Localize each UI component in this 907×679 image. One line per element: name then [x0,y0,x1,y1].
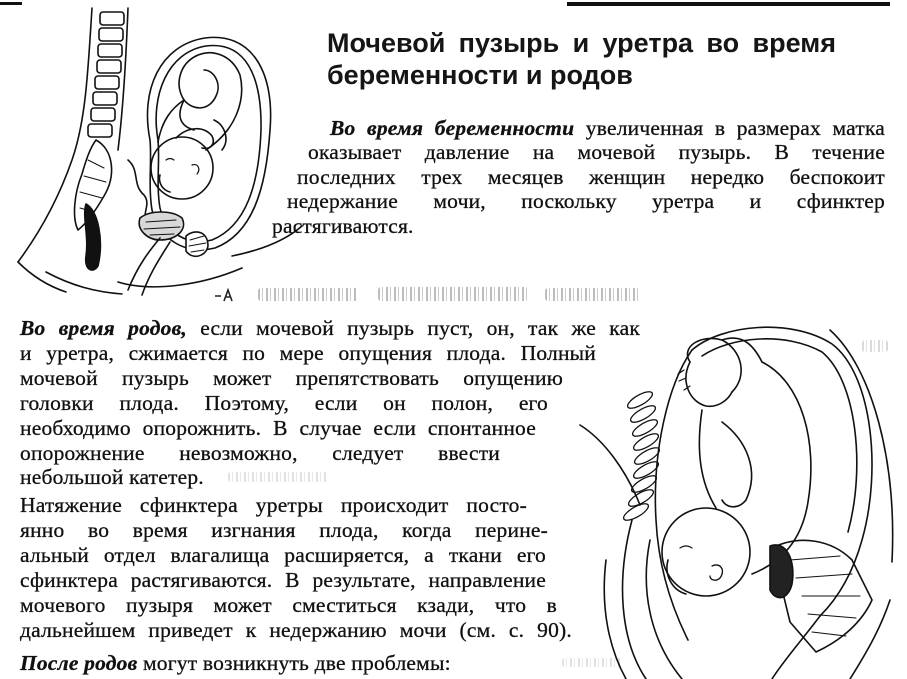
text-line [330,116,885,140]
pregnancy-pelvis-illustration [0,0,310,300]
rectum-shape [85,204,101,270]
bleed-through-smudge [258,288,358,301]
line-text: и уретра, сжимается по мере опущения плода. Полный [20,341,596,365]
text-line [297,165,885,189]
line-text: дальнейшем приведет к недержанию мочи (см. с. 90). [20,618,572,642]
line-text: опорожнение невозможно, следует ввести [20,441,500,465]
text-line [20,593,557,617]
line-text: последних трех месяцев женщин нередко беспокоит [297,165,885,189]
bleed-through-smudge [378,287,528,301]
text-line [20,568,546,592]
intestine-lines [128,160,148,222]
text-line [20,341,596,365]
back-outline [18,8,128,292]
text-line [20,543,546,567]
text-line [20,416,536,440]
bleed-through-smudge [228,472,328,482]
text-line [20,391,548,415]
top-rule-right [567,2,890,6]
bleed-through-smudge [545,288,640,301]
text-line [272,214,414,238]
text-line [308,140,885,164]
line-text: мочевой пузырь может препятствовать опущению [20,366,563,390]
line-text: головки плода. Поэтому, если он полон, его [20,391,548,415]
pregnancy-lead: Во время беременности [330,116,575,140]
page-title-text: беременности и родов [327,60,633,90]
after-birth-lead: После родов [20,651,138,675]
line-text: сфинктера растягиваются. В результате, направление [20,568,546,592]
pubic-bone [186,232,208,256]
page-title-line-1 [327,27,836,59]
text-line [287,189,885,213]
text-line [20,651,451,675]
line-text: могут возникнуть две проблемы: [142,651,451,675]
line-text: янно во время изгнания плода, когда перине- [20,518,548,542]
line-text: мочевого пузыря может сместиться кзади, что в [20,593,557,617]
text-line [20,316,640,340]
line-text: недержание мочи, поскольку уретра и сфинктер [287,189,885,213]
line-text: необходимо опорожнить. В случае если спонтанное [20,416,536,440]
line-text: если мочевой пузырь пуст, он, так же как [200,316,640,340]
page-title-text: Мочевой пузырь и уретра во время [327,28,836,58]
text-line [20,518,548,542]
line-text: Натяжение сфинктера уретры происходит посто- [20,493,527,517]
text-line [20,366,563,390]
birth-canal-lines [580,425,682,679]
text-line [20,441,500,465]
text-line [20,493,527,517]
pelvic-floor-lines [772,600,890,679]
childbirth-fetus-illustration [570,318,907,679]
bladder-shape [139,212,183,240]
line-text: растягиваются. [272,214,414,238]
scan-artifact-mark [214,288,236,302]
text-line [20,618,572,642]
line-text: оказывает давление на мочевой пузырь. В течение [308,140,885,164]
page-title-line-2 [327,59,633,91]
spine-vertebrae [88,12,124,137]
line-text: увеличенная в размерах матка [585,116,886,140]
line-text: небольшой катетер. [20,465,204,489]
childbirth-lead: Во время родов, [20,316,187,340]
fetus-outline [151,53,242,199]
line-text: альный отдел влагалища расширяется, а ткани его [20,543,546,567]
text-line [20,465,204,489]
